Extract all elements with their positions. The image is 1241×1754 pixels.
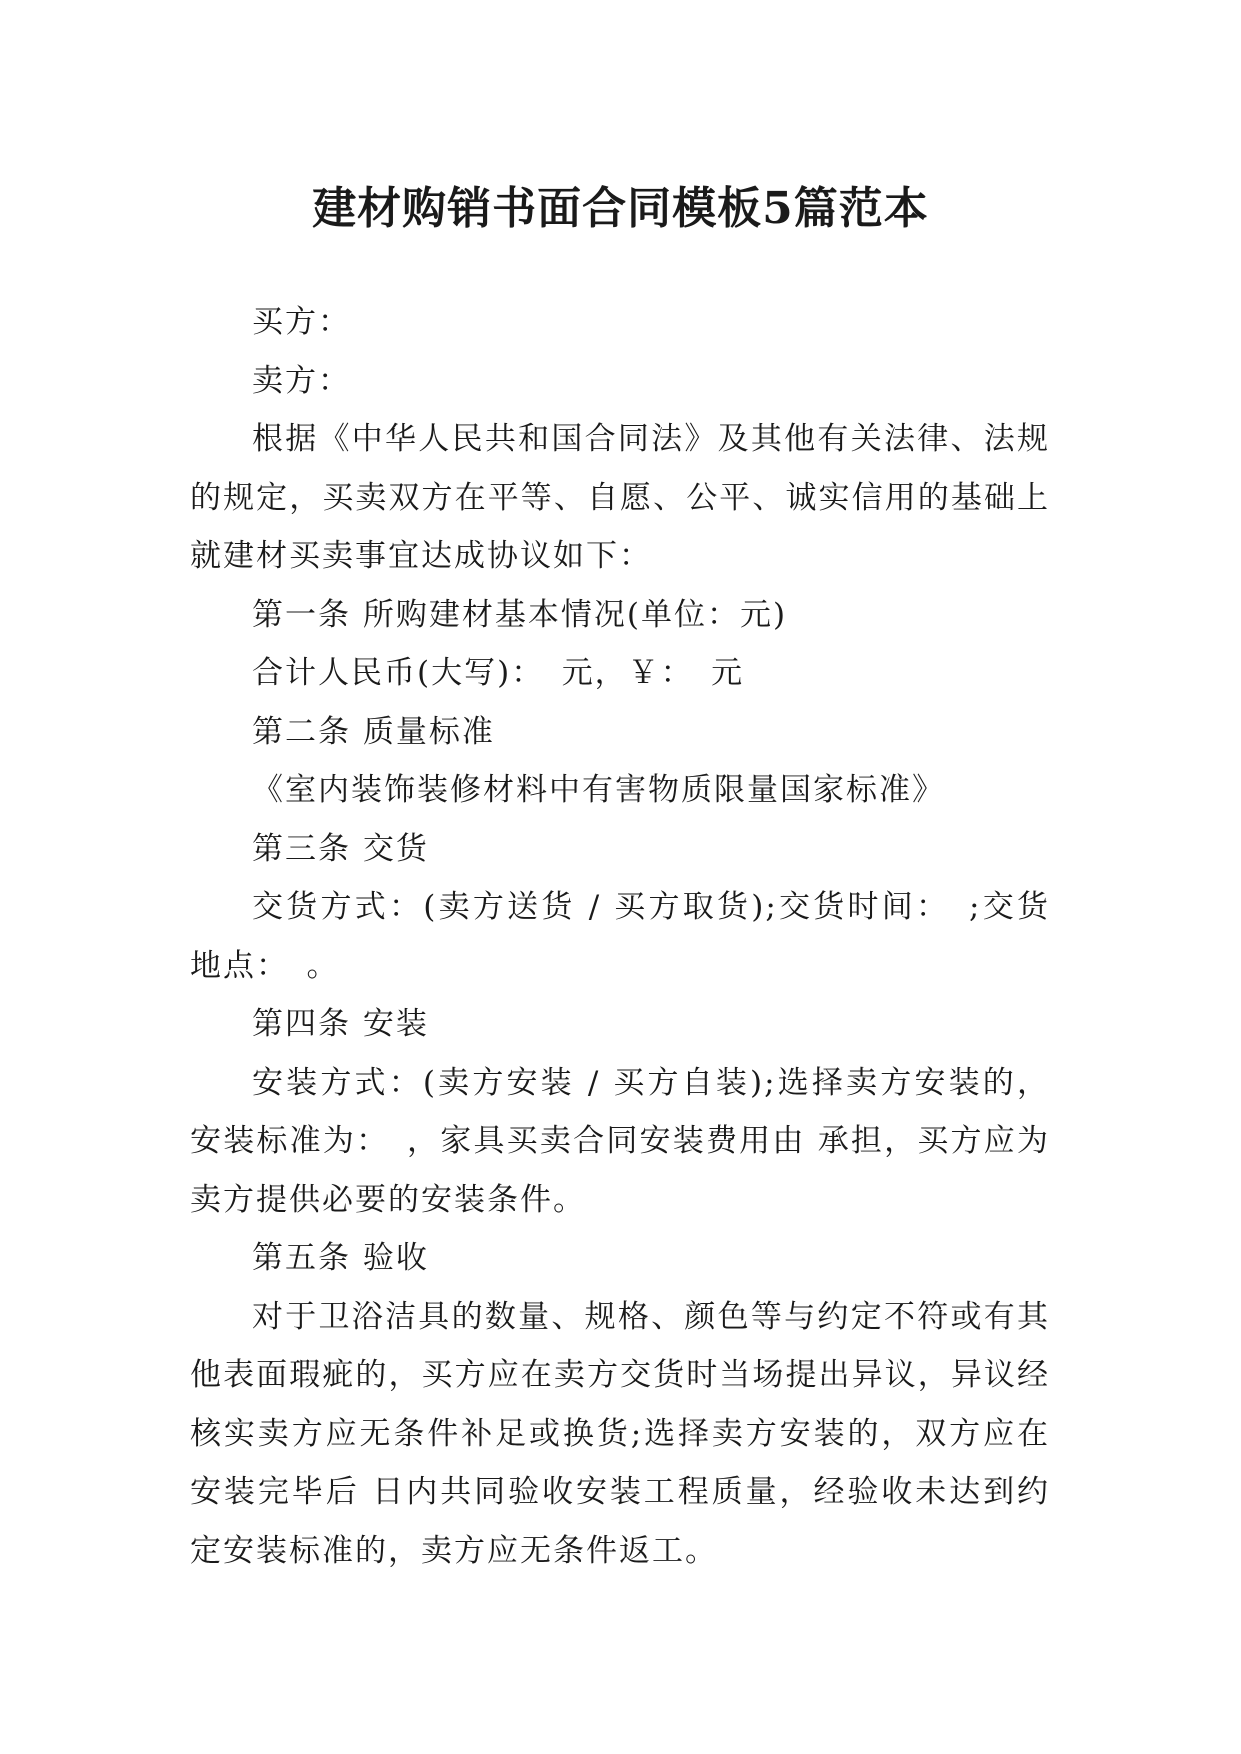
- document-title: 建材购销书面合同模板5篇范本: [312, 183, 929, 235]
- installation-paragraph: 安装方式：(卖方安装 / 买方自装);选择卖方安装的，安装标准为： ，家具买卖合同安装费用由 承担，买方应为卖方提供必要的安装条件。: [190, 1064, 1050, 1218]
- acceptance-paragraph: 对于卫浴洁具的数量、规格、颜色等与约定不符或有其他表面瑕疵的，买方应在卖方交货时当场提出异议，异议经核实卖方应无条件补足或换货;选择卖方安装的，双方应在安装完毕后 日内共同验收安装工程质量，经验收未达到约定安装标准的，卖方应无条件返工。: [190, 1298, 1050, 1569]
- article-5-heading: 第五条 验收: [252, 1240, 429, 1276]
- article-4-heading: 第四条 安装: [252, 1006, 429, 1042]
- article-2-heading: 第二条 质量标准: [252, 713, 495, 750]
- total-amount-line: 合计人民币(大写)： 元，￥： 元: [252, 655, 745, 691]
- quality-standard-line: 《室内装饰装修材料中有害物质限量国家标准》: [252, 772, 945, 808]
- document-body: [190, 293, 1050, 1580]
- article-3-heading: 第三条 交货: [252, 830, 429, 867]
- preamble-paragraph: 根据《中华人民共和国合同法》及其他有关法律、法规的规定，买卖双方在平等、自愿、公平、诚实信用的基础上就建材买卖事宜达成协议如下：: [190, 421, 1050, 574]
- buyer-line: 买方：: [252, 304, 351, 340]
- article-1-heading: 第一条 所购建材基本情况(单位：元): [252, 596, 788, 633]
- delivery-paragraph: 交货方式：(卖方送货 / 买方取货);交货时间： ;交货地点： 。: [190, 889, 1050, 984]
- seller-line: 卖方：: [252, 362, 351, 399]
